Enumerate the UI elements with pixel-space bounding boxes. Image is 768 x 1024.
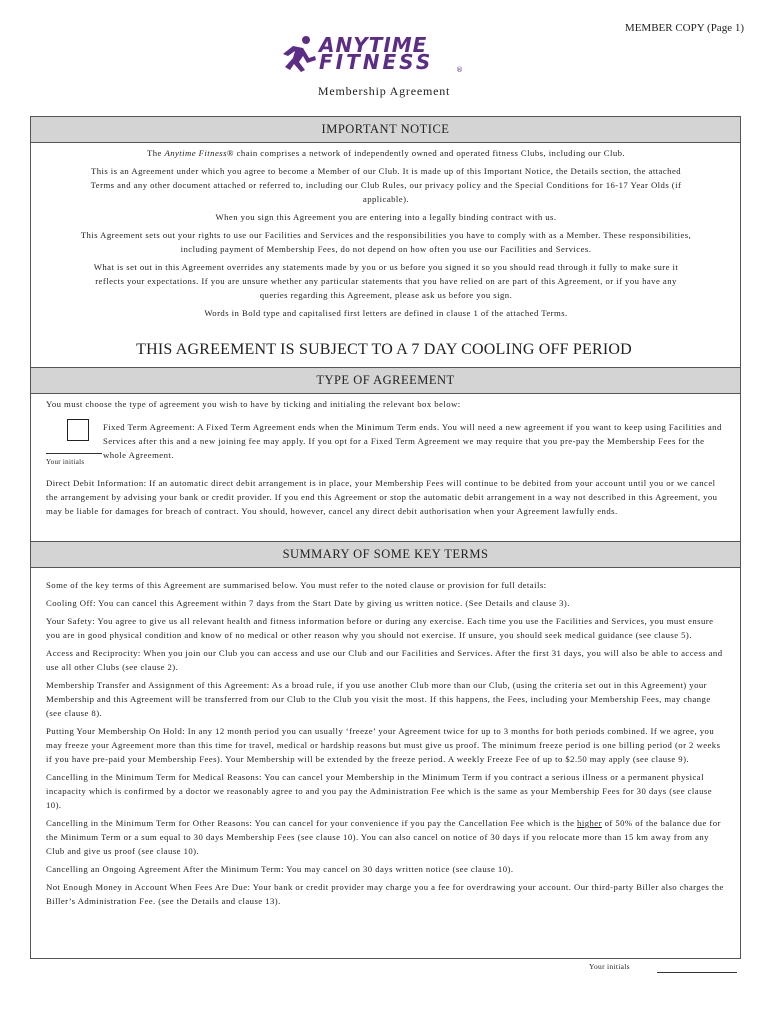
type-of-agreement-heading: TYPE OF AGREEMENT xyxy=(30,367,741,394)
fixed-term-description: Fixed Term Agreement: A Fixed Term Agreement ends when the Minimum Term ends. You will need a new agreement if you want to keep using Facilities and Services after this and a new joining fee may apply. If you opt for a Fixed Term Agreement we may require that you pre-pay the Membership Fees for the whole Agreement. xyxy=(103,422,722,460)
term-cooling-off: Cooling Off: You can cancel this Agreement within 7 days from the Start Date by giving us written notice. (See Details and clause 3). xyxy=(46,598,570,608)
brand-name: Anytime Fitness xyxy=(164,148,227,158)
fixed-term-checkbox[interactable] xyxy=(67,419,89,441)
term-access-reciprocity: Access and Reciprocity: When you join our Club you can access and use our Club and our Facilities and Services. After the first 31 days, you will also be able to access and use all other Clubs (see clause 2). xyxy=(46,648,723,672)
important-notice-heading: IMPORTANT NOTICE xyxy=(30,116,741,143)
term-cancel-medical: Cancelling in the Minimum Term for Medical Reasons: You can cancel your Membership in the Minimum Term if you contract a serious illness or a permanent physical incapacity which is confirmed by a doctor we reasonably agree to and you pay the Administration Fee which is the same as your Membership Fees for 30 days (see clause 10). xyxy=(46,772,713,810)
notice-paragraph-2: This is an Agreement under which you agree to become a Member of our Club. It is made up of this Important Notice, the Details section, the attached Terms and any other document attached or referred to, including our Club Rules, our privacy policy and the Special Conditions for 16-17 Year Olds (if applicable). xyxy=(90,166,682,204)
term-membership-on-hold: Putting Your Membership On Hold: In any 12 month period you can usually ‘freeze’ your Agreement twice for up to 3 months for both periods combined. If we agree, you may freeze your Agreement more than this time for travel, medical or hardship reasons but must give us proof. The minimum freeze period is one billing period (or 2 weeks if you have pre-paid your Membership Fees). Your Membership will be extended by the freeze period. A weekly Freeze Fee of up to $2.50 may apply (see clause 9). xyxy=(46,726,721,764)
initials-label: Your initials xyxy=(46,458,85,466)
document-title: Membership Agreement xyxy=(317,84,451,98)
key-terms-heading: SUMMARY OF SOME KEY TERMS xyxy=(30,541,741,568)
notice-paragraph-5: What is set out in this Agreement overrides any statements made by you or us before you signed it so you should read through it fully to make sure it reflects your expectations. If you are unsure whether any particular statements that you have relied on are part of this Agreement, or if you have any queries regarding this Agreement, please ask us before you sign. xyxy=(93,262,679,300)
term-cancel-other: Cancelling in the Minimum Term for Other Reasons: You can cancel for your convenience if you pay the Cancellation Fee which is the higher of 50% of the balance due for the Minimum Term or a sum equal to 30 days Membership Fees (see clause 10). You can also cancel on notice of 30 days if you relocate more than 15 km away from any Club and give us proof (see clause 10). xyxy=(46,818,721,856)
logo-registered-mark: ® xyxy=(456,66,463,74)
notice-paragraph-1: The Anytime Fitness® chain comprises a network of independently owned and operated fitness Clubs, including our Club. xyxy=(146,148,626,158)
key-terms-body xyxy=(46,578,726,912)
footer-initials-label: Your initials xyxy=(589,962,630,971)
logo-word-fitness: FITNESS xyxy=(319,50,434,74)
important-notice-body xyxy=(80,146,692,324)
cooling-off-notice: THIS AGREEMENT IS SUBJECT TO A 7 DAY COOLING OFF PERIOD xyxy=(136,341,632,358)
notice-paragraph-6: Words in Bold type and capitalised first letters are defined in clause 1 of the attached Terms. xyxy=(204,308,568,318)
term-not-enough-money: Not Enough Money in Account When Fees Are Due: Your bank or credit provider may charge you a fee for overdrawing your account. Our third-party Biller also charges the Biller’s Administration Fee. (see the Details and clause 13). xyxy=(46,882,724,906)
direct-debit-information: Direct Debit Information: If an automatic direct debit arrangement is in place, your Membership Fees will continue to be debited from your account until you or we cancel the arrangement by advising your bank or credit provider. If you end this Agreement or stop the automatic debit arrangement in a way not described in this Agreement, you may be liable for damages for breach of contract. You should, however, cancel any direct debit authorisation when your Agreement lawfully ends. xyxy=(46,478,718,516)
agreement-type-intro: You must choose the type of agreement you wish to have by ticking and initialing the relevant box below: xyxy=(46,399,461,409)
logo-word-anytime: ANYTIME xyxy=(319,33,428,57)
member-copy-label: MEMBER COPY (Page 1) xyxy=(624,22,744,34)
notice-paragraph-4: This Agreement sets out your rights to use our Facilities and Services and the responsibilities you have to comply with as a Member. These responsibilities, including payment of Membership Fees, do not depend on how often you use our Facilities and Services. xyxy=(80,230,692,254)
initials-line xyxy=(46,453,102,454)
footer-initials-line[interactable] xyxy=(657,972,737,973)
anytime-fitness-logo xyxy=(279,34,465,80)
term-cancel-ongoing: Cancelling an Ongoing Agreement After the Minimum Term: You may cancel on 30 days written notice (see clause 10). xyxy=(46,864,514,874)
term-membership-transfer: Membership Transfer and Assignment of this Agreement: As a broad rule, if you use another Club more than our Club, (using the criteria set out in this Agreement) your Membership and this Agreement will be transferred from our Club to the Club you visit the most. If this happens, the Fees, including your Membership Fees, may change (see clause 8). xyxy=(46,680,711,718)
term-your-safety: Your Safety: You agree to give us all relevant health and fitness information before or during any exercise. Each time you use the Facilities and Services, you must ensure you are in good physical condition and know of no medical or other reason why you should not exercise. If unsure, you should seek medical guidance (see clause 5). xyxy=(46,616,714,640)
key-terms-intro: Some of the key terms of this Agreement are summarised below. You must refer to the noted clause or provision for full details: xyxy=(46,580,547,590)
notice-paragraph-3: When you sign this Agreement you are entering into a legally binding contract with us. xyxy=(215,212,557,222)
running-man-icon xyxy=(279,34,319,74)
